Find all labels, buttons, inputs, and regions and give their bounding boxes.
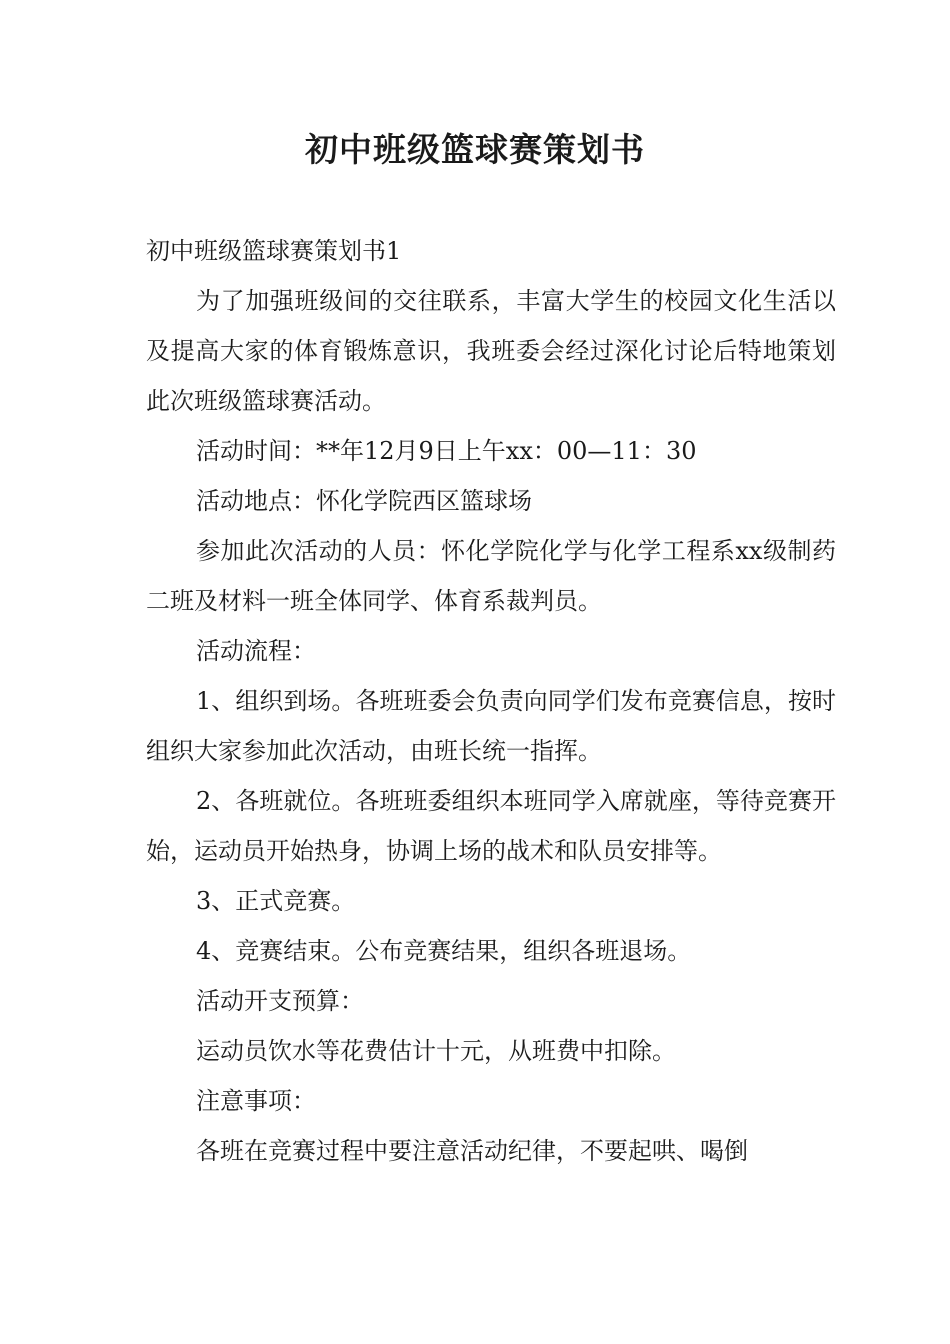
- paragraph-step-4: 4、竞赛结束。公布竞赛结果，组织各班退场。: [196, 937, 692, 965]
- paragraph-notes: 各班在竞赛过程中要注意活动纪律，不要起哄、喝倒: [196, 1137, 748, 1165]
- paragraph-location: 活动地点：怀化学院西区篮球场: [196, 487, 532, 515]
- section-heading: 初中班级篮球赛策划书1: [146, 237, 402, 265]
- paragraph-budget: 运动员饮水等花费估计十元，从班费中扣除。: [196, 1037, 676, 1065]
- paragraph-participants: 参加此次活动的人员：怀化学院化学与化学工程系xx级制药二班及材料一班全体同学、体育系裁判员。: [146, 537, 836, 615]
- paragraph-notes-heading: 注意事项：: [196, 1087, 316, 1115]
- paragraph-budget-heading: 活动开支预算：: [196, 987, 364, 1015]
- paragraph-step-2: 2、各班就位。各班班委组织本班同学入席就座，等待竞赛开始，运动员开始热身，协调上场的战术和队员安排等。: [146, 787, 836, 865]
- paragraph-step-1: 1、组织到场。各班班委会负责向同学们发布竞赛信息，按时组织大家参加此次活动，由班长统一指挥。: [146, 687, 836, 765]
- document-body: [146, 226, 836, 1176]
- paragraph-time: 活动时间：**年12月9日上午xx：00—11：30: [196, 437, 697, 465]
- document-title: 初中班级篮球赛策划书: [305, 130, 645, 169]
- paragraph-process-heading: 活动流程：: [196, 637, 316, 665]
- paragraph-intro: 为了加强班级间的交往联系，丰富大学生的校园文化生活以及提高大家的体育锻炼意识，我班委会经过深化讨论后特地策划此次班级篮球赛活动。: [146, 287, 836, 415]
- paragraph-step-3: 3、正式竞赛。: [196, 887, 356, 915]
